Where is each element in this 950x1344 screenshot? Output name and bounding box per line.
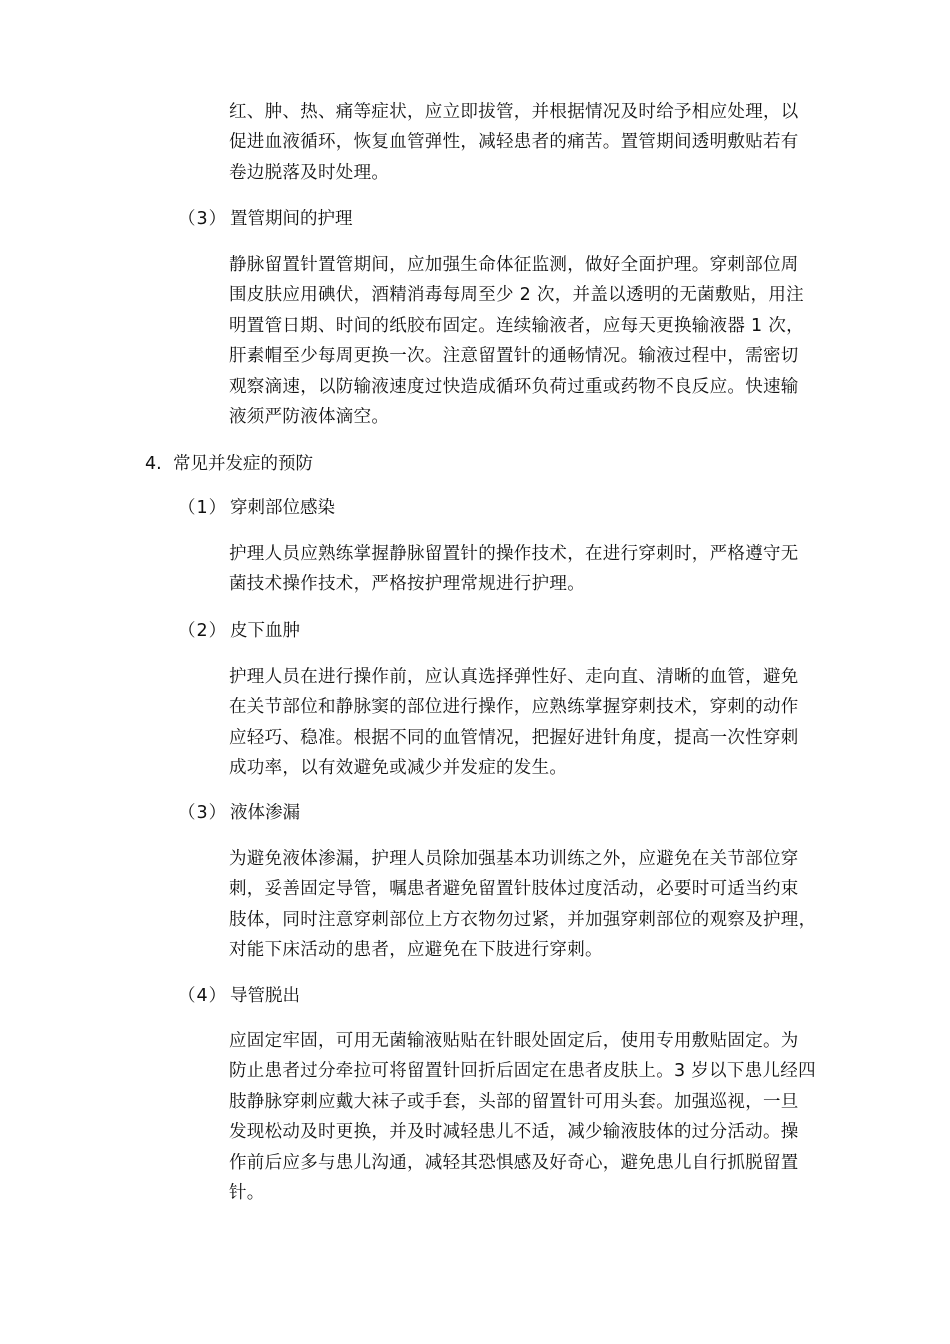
paragraph-leakage — [229, 844, 819, 966]
text-line: 促进血液循环，恢复血管弹性，减轻患者的痛苦。置管期间透明敷贴若有 — [229, 132, 799, 153]
subheading-number: （3） — [178, 803, 228, 823]
subheading-title: 置管期间的护理 — [230, 209, 353, 229]
subheading-title: 皮下血肿 — [230, 621, 300, 641]
text-line: 明置管日期、时间的纸胶布固定。连续输液者，应每天更换输液器 1 次， — [229, 315, 804, 336]
subheading-number: （3） — [178, 209, 228, 229]
text-line: 应轻巧、稳准。根据不同的血管情况，把握好进针角度，提高一次性穿刺 — [229, 727, 799, 748]
paragraph-infection — [229, 539, 819, 600]
text-line: 对能下床活动的患者，应避免在下肢进行穿刺。 — [229, 940, 603, 961]
text-line: 围皮肤应用碘伏，酒精消毒每周至少 2 次，并盖以透明的无菌敷贴，用注 — [229, 285, 804, 306]
paragraph-hematoma — [229, 662, 819, 784]
text-line: 红、肿、热、痛等症状，应立即拔管，并根据情况及时给予相应处理，以 — [229, 102, 799, 122]
section-heading-complications — [145, 452, 313, 476]
subheading-leakage — [178, 801, 300, 825]
paragraph-dislodgement — [229, 1026, 819, 1208]
subheading-title: 穿刺部位感染 — [230, 498, 335, 518]
text-line: 作前后应多与患儿沟通，减轻其恐惧感及好奇心，避免患儿自行抓脱留置 — [229, 1152, 799, 1173]
text-line: 发现松动及时更换，并及时减轻患儿不适，减少输液肢体的过分活动。操 — [229, 1122, 799, 1143]
subheading-infection — [178, 496, 335, 520]
subheading-title: 导管脱出 — [230, 986, 300, 1006]
text-line: 肝素帽至少每周更换一次。注意留置针的通畅情况。输液过程中，需密切 — [229, 346, 799, 367]
subheading-title: 液体渗漏 — [230, 803, 300, 823]
section-number: 4. — [145, 454, 162, 474]
text-line: 卷边脱落及时处理。 — [229, 162, 390, 183]
text-line: 菌技术操作技术，严格按护理常规进行护理。 — [229, 574, 585, 595]
text-line: 肢体，同时注意穿刺部位上方衣物勿过紧，并加强穿刺部位的观察及护理， — [229, 909, 817, 930]
text-line: 观察滴速，以防输液速度过快造成循环负荷过重或药物不良反应。快速输 — [229, 376, 799, 397]
text-line: 液须严防液体滴空。 — [229, 407, 390, 428]
text-line: 针。 — [229, 1183, 265, 1204]
text-line: 护理人员在进行操作前，应认真选择弹性好、走向直、清晰的血管，避免 — [229, 667, 799, 687]
text-line: 在关节部位和静脉窦的部位进行操作，应熟练掌握穿刺技术，穿刺的动作 — [229, 697, 799, 718]
text-line: 为避免液体渗漏，护理人员除加强基本功训练之外，应避免在关节部位穿 — [229, 849, 799, 869]
text-line: 肢静脉穿刺应戴大袜子或手套，头部的留置针可用头套。加强巡视，一旦 — [229, 1091, 799, 1112]
text-line: 应固定牢固，可用无菌输液贴贴在针眼处固定后，使用专用敷贴固定。为 — [229, 1031, 799, 1051]
subheading-dislodgement — [178, 984, 300, 1008]
paragraph-phlebitis-continued — [229, 97, 819, 188]
section-title: 常见并发症的预防 — [173, 454, 313, 474]
text-line: 防止患者过分牵拉可将留置针回折后固定在患者皮肤上。3 岁以下患儿经四 — [229, 1061, 816, 1082]
subheading-hematoma — [178, 619, 300, 643]
text-line: 成功率，以有效避免或减少并发症的发生。 — [229, 758, 568, 779]
text-line: 护理人员应熟练掌握静脉留置针的操作技术，在进行穿刺时，严格遵守无 — [229, 544, 799, 564]
subheading-number: （1） — [178, 498, 228, 518]
subheading-number: （4） — [178, 986, 228, 1006]
subheading-catheter-care — [178, 207, 353, 231]
paragraph-catheter-care — [229, 250, 819, 432]
text-line: 静脉留置针置管期间，应加强生命体征监测，做好全面护理。穿刺部位周 — [229, 255, 799, 275]
subheading-number: （2） — [178, 621, 228, 641]
text-line: 刺，妥善固定导管，嘱患者避免留置针肢体过度活动，必要时可适当约束 — [229, 879, 799, 900]
